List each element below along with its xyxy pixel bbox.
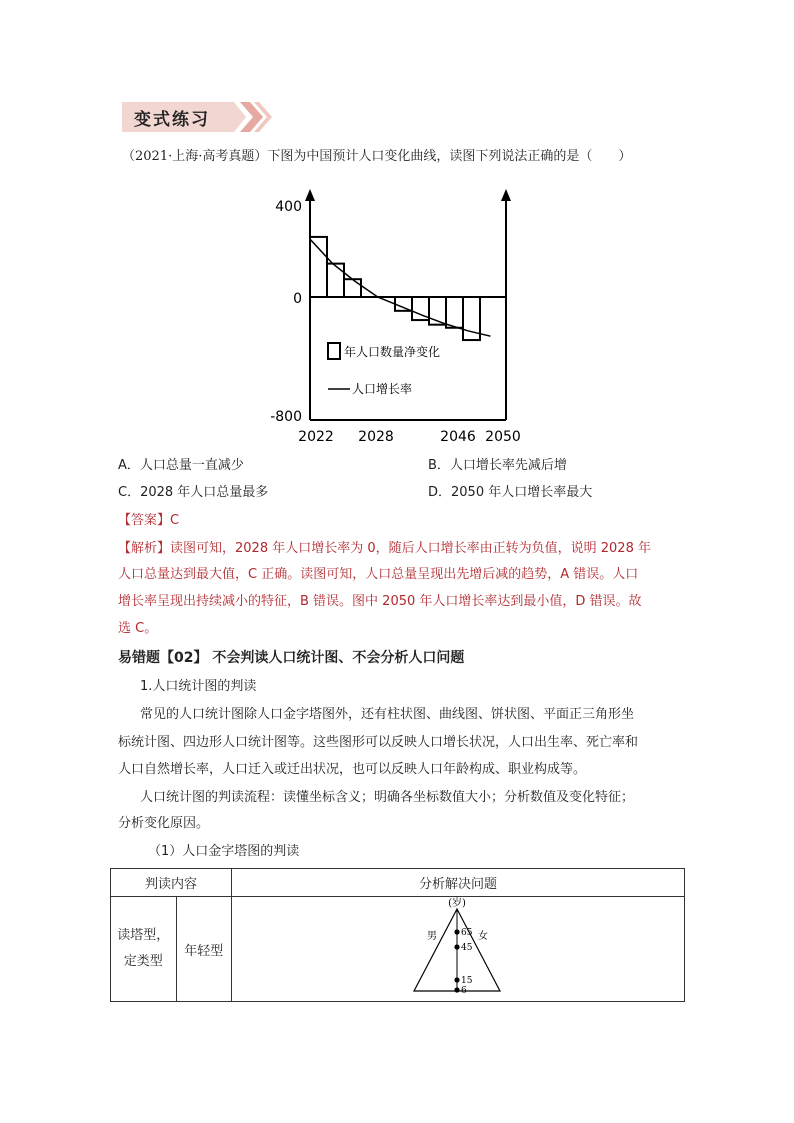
option-c[interactable]: C．2028 年人口总量最多	[118, 485, 269, 500]
right-axis-arrow	[501, 189, 511, 201]
pyramid-point-6	[454, 987, 459, 992]
population-chart	[270, 185, 530, 450]
legend-bar-swatch	[328, 343, 340, 359]
legend-line-label: 人口增长率	[352, 382, 413, 396]
option-a[interactable]: A．人口总量一直减少	[118, 458, 244, 473]
answer-label: 【答案】	[118, 513, 171, 528]
cell-read-shape-line-1: 读塔型，	[117, 928, 170, 943]
pyramid-diagram	[232, 897, 684, 1001]
option-d[interactable]: D．2050 年人口增长率最大	[428, 485, 593, 500]
pyramid-age-45: 45	[461, 943, 473, 953]
pyramid-male: 男	[427, 931, 437, 942]
table-header-row	[111, 869, 685, 897]
x-tick-2022: 2022	[298, 429, 334, 445]
banner-label: 变式练习	[134, 110, 210, 130]
analysis-line-2: 人口总量达到最大值，C 正确。读图可知，人口总量呈现出先增后减的趋势，A 错误。人口	[118, 567, 639, 582]
pyramid-unit: (岁)	[448, 898, 466, 909]
para2-line-2: 分析变化原因。	[118, 816, 210, 831]
judge-table	[110, 868, 685, 1002]
x-tick-2028: 2028	[358, 429, 394, 445]
section-banner	[122, 100, 272, 134]
x-tick-2046: 2046	[440, 429, 476, 445]
para2-line-1: 人口统计图的判读流程：读懂坐标含义；明确各坐标数值大小；分析数值及变化特征；	[140, 790, 635, 805]
header-judge-content: 判读内容	[111, 869, 232, 897]
cell-type: 年轻型	[176, 897, 231, 1002]
analysis-text-1: 读图可知，2028 年人口增长率为 0，随后人口增长率由正转为负值，说明 2028 年	[170, 541, 651, 556]
analysis-line-1	[118, 540, 651, 558]
cell-read-shape-line-2: 定类型	[123, 954, 163, 969]
pyramid-age-15: 15	[461, 976, 473, 986]
pyramid-point-15	[454, 977, 459, 982]
table-row	[111, 897, 685, 1002]
left-axis-arrow	[305, 189, 315, 201]
subheading-2: （1）人口金字塔图的判读	[148, 844, 300, 859]
para1-line-3: 人口自然增长率，人口迁入或迁出状况，也可以反映人口年龄构成、职业构成等。	[118, 762, 587, 777]
legend-bar-label: 年人口数量净变化	[344, 345, 441, 359]
chart-bar	[344, 279, 361, 297]
answer	[118, 512, 179, 530]
analysis-label: 【解析】	[118, 541, 171, 556]
y-tick-0: 0	[293, 291, 302, 307]
chart-bar	[395, 297, 412, 311]
answer-value: C	[170, 513, 180, 528]
pyramid-point-65	[454, 929, 459, 934]
para1-line-1: 常见的人口统计图除人口金字塔图外，还有柱状图、曲线图、饼状图、平面正三角形坐	[140, 707, 635, 722]
chart-bar	[446, 297, 463, 328]
pyramid-age-6: 6	[461, 986, 467, 996]
subheading: 1.人口统计图的判读	[140, 679, 257, 694]
pyramid-age-65: 65	[461, 928, 473, 938]
pyramid-point-45	[454, 944, 459, 949]
y-tick-400: 400	[275, 199, 302, 215]
pyramid-female: 女	[478, 931, 488, 942]
chart-bar	[310, 237, 327, 297]
analysis-line-4: 选 C。	[118, 621, 158, 636]
option-b[interactable]: B．人口增长率先减后增	[428, 458, 567, 473]
chart-bar	[327, 264, 344, 297]
question-stem	[122, 148, 631, 166]
para1-line-2: 标统计图、四边形人口统计图等。这些图形可以反映人口增长状况，人口出生率、死亡率和	[118, 735, 639, 750]
cell-pyramid	[232, 897, 685, 1002]
question-source: （2021·上海·高考真题）	[122, 149, 268, 164]
section-title: 易错题【02】 不会判读人口统计图、不会分析人口问题	[118, 650, 465, 666]
analysis-line-3: 增长率呈现出持续减小的特征，B 错误。图中 2050 年人口增长率达到最小值，D 错误。故	[118, 594, 642, 609]
header-analysis: 分析解决问题	[232, 869, 685, 897]
cell-read-shape	[111, 897, 177, 1002]
x-tick-2050: 2050	[485, 429, 521, 445]
question-text: 下图为中国预计人口变化曲线，读图下列说法正确的是（ ）	[267, 149, 632, 164]
y-tick-neg800: -800	[270, 409, 302, 425]
